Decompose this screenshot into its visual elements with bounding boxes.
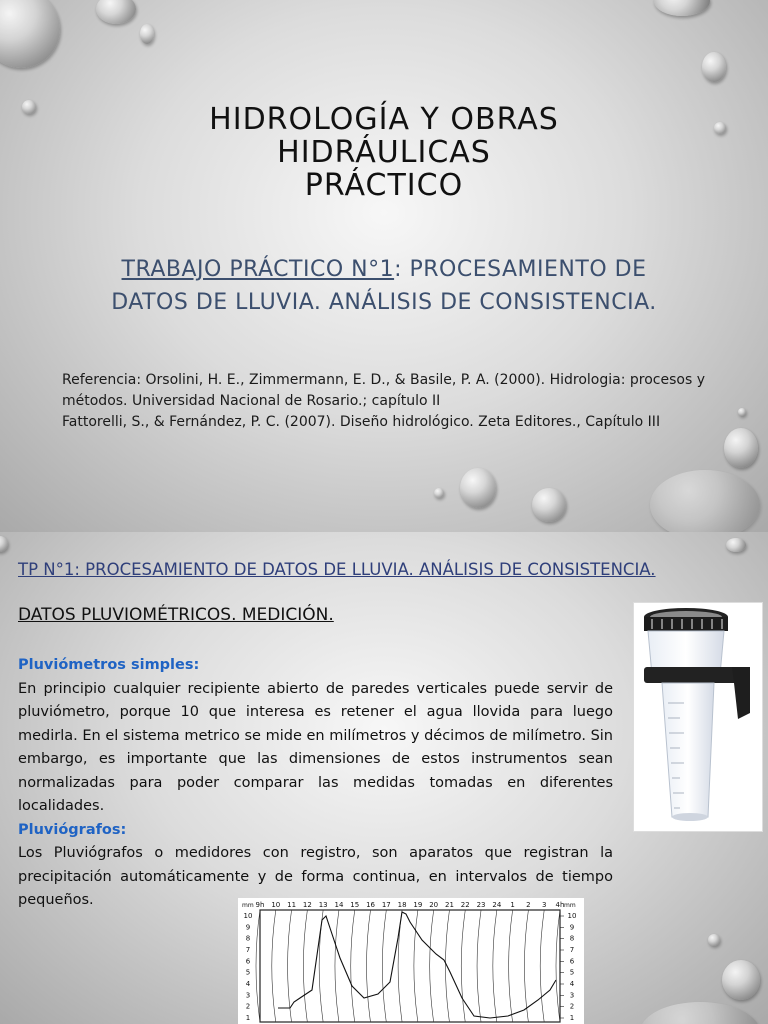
hour-tick-label: 2: [526, 901, 531, 909]
mm-tick-label: 3: [245, 991, 251, 1000]
pluviografos-heading: Pluviógrafos:: [18, 821, 127, 838]
hour-tick-label: 22: [460, 901, 470, 909]
main-title-line: HIDROLOGÍA Y OBRAS: [209, 102, 559, 137]
mm-tick-label: 1: [569, 1014, 575, 1022]
time-gridline: [351, 910, 355, 1022]
time-gridline: [493, 910, 497, 1022]
water-drop-decoration: [726, 538, 746, 552]
reference-item: Fattorelli, S., & Fernández, P. C. (2007). Diseño hidrológico. Zeta Editores., Capítulo III: [62, 414, 661, 430]
time-gridline: [335, 910, 339, 1022]
hour-tick-label: 9h: [255, 901, 265, 909]
water-drop-decoration: [460, 468, 496, 508]
water-drop-decoration: [722, 960, 760, 1000]
water-drop-decoration: [640, 1002, 760, 1024]
hour-tick-label: 23: [476, 901, 486, 909]
time-gridline: [509, 910, 513, 1022]
hour-tick-label: 19: [413, 901, 423, 909]
subtitle: [100, 253, 668, 319]
slide-title: TP N°1: PROCESAMIENTO DE DATOS DE LLUVIA. ANÁLISIS DE CONSISTENCIA.: [18, 560, 656, 579]
water-drop-decoration: [650, 470, 760, 532]
mm-tick-label: 9: [245, 923, 251, 932]
pluviometros-heading: Pluviómetros simples:: [18, 657, 200, 673]
hour-tick-label: 4h: [555, 901, 565, 909]
references: [62, 370, 712, 433]
body-text: [18, 654, 613, 913]
rain-gauge-image: [633, 602, 763, 832]
mm-tick-label: 8: [245, 934, 251, 943]
mm-tick-label: 5: [569, 968, 575, 977]
time-gridline: [288, 910, 292, 1022]
chart-frame: [260, 910, 560, 1022]
mm-tick-label: 4: [245, 980, 251, 988]
rain-gauge-illustration: [634, 603, 762, 831]
time-gridline: [524, 910, 528, 1022]
mm-tick-label: 9: [569, 923, 575, 932]
water-drop-decoration: [724, 428, 758, 468]
mm-tick-label: 8: [569, 934, 575, 943]
main-title: [0, 103, 768, 202]
water-drop-decoration: [532, 488, 566, 522]
pluviometros-paragraph: En principio cualquier recipiente abierto de paredes verticales puede servir de pluviómetro, porque 10 que interesa es retener el agua llovida para luego medirla. En el sistema metrico se mide en milímetros y décimos de milímetro. Sin embargo, es importante que las dimensiones de estos instrumentos sean normalizadas para poder comparar las medidas tomadas en diferentes localidades.: [18, 680, 613, 814]
hour-tick-label: 20: [429, 901, 439, 909]
hour-tick-label: 3: [541, 901, 547, 909]
subtitle-text: : PROCESAMIENTO DE DATOS DE LLUVIA. ANÁLISIS DE CONSISTENCIA.: [111, 257, 657, 315]
time-gridline: [303, 910, 307, 1022]
time-gridline: [414, 910, 418, 1022]
pluviograph-chart-svg: [238, 898, 584, 1024]
mm-tick-label: 1: [245, 1014, 251, 1022]
water-drop-decoration: [654, 0, 710, 16]
hour-tick-label: 1: [510, 901, 515, 909]
section-heading: DATOS PLUVIOMÉTRICOS. MEDICIÓN.: [18, 605, 334, 625]
hour-tick-label: 12: [302, 901, 312, 909]
water-drop-decoration: [140, 24, 154, 44]
time-gridline: [461, 910, 465, 1022]
mm-axis-label: mm: [564, 902, 576, 909]
mm-tick-label: 6: [245, 957, 251, 966]
water-drop-decoration: [0, 536, 8, 552]
mm-tick-label: 7: [569, 946, 575, 954]
water-drop-decoration: [96, 0, 136, 24]
water-drop-decoration: [702, 52, 726, 82]
hour-tick-label: 11: [287, 901, 297, 909]
water-drop-decoration: [708, 934, 720, 946]
mm-axis-label: mm: [242, 902, 254, 909]
hour-tick-label: 14: [334, 901, 344, 909]
reference-item: Referencia: Orsolini, H. E., Zimmermann, E. D., & Basile, P. A. (2000). Hidrologia: procesos y métodos. Universidad Nacional de Rosario.; capítulo II: [62, 372, 705, 409]
mm-tick-label: 2: [245, 1002, 251, 1011]
time-gridline: [382, 910, 386, 1022]
main-title-line: HIDRÁULICAS: [277, 135, 491, 170]
time-gridline: [367, 910, 371, 1022]
mm-tick-label: 10: [567, 912, 577, 920]
water-drop-decoration: [738, 408, 746, 416]
time-gridline: [256, 910, 260, 1022]
mm-tick-label: 2: [569, 1002, 575, 1011]
time-gridline: [272, 910, 276, 1022]
time-gridline: [430, 910, 434, 1022]
precipitation-trace: [278, 912, 556, 1018]
hour-tick-label: 18: [397, 901, 407, 909]
hour-tick-label: 10: [271, 901, 281, 909]
mm-tick-label: 10: [243, 912, 253, 920]
pluviograph-chart: [238, 898, 584, 1024]
mm-tick-label: 6: [569, 957, 575, 966]
mm-tick-label: 7: [245, 946, 251, 954]
hour-tick-label: 17: [381, 901, 391, 909]
subtitle-link[interactable]: TRABAJO PRÁCTICO N°1: [121, 257, 395, 282]
time-gridline: [477, 910, 481, 1022]
mm-tick-label: 4: [569, 980, 575, 988]
content-slide: [0, 532, 768, 1024]
hour-tick-label: 21: [445, 901, 454, 909]
hour-tick-label: 24: [492, 901, 502, 909]
hour-tick-label: 13: [318, 901, 328, 909]
water-drop-decoration: [434, 488, 444, 498]
mm-tick-label: 5: [245, 968, 251, 977]
mm-tick-label: 3: [569, 991, 575, 1000]
time-gridline: [540, 910, 544, 1022]
hour-tick-label: 16: [366, 901, 375, 909]
hour-tick-label: 15: [350, 901, 360, 909]
water-drop-decoration: [0, 0, 60, 68]
pluviografos-paragraph: Los Pluviógrafos o medidores con registro, son aparatos que registran la precipitación automáticamente y de forma continua, en intervalos de tiempo pequeños.: [18, 845, 613, 908]
main-title-line: PRÁCTICO: [304, 168, 464, 203]
